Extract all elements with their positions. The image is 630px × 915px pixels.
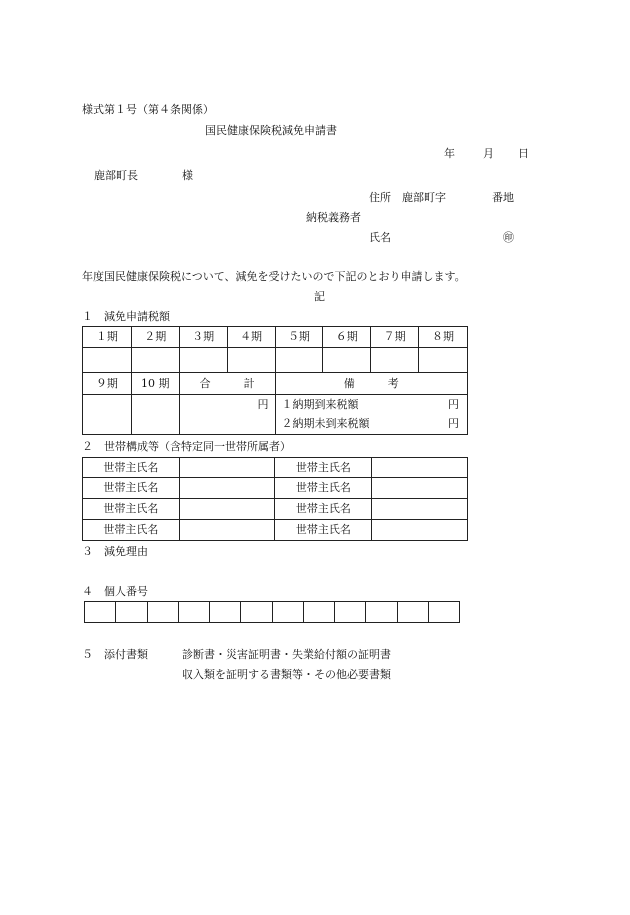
address-label: 住所 鹿部町字 xyxy=(369,191,446,204)
remark-due-label: １納期到来税額 xyxy=(281,397,359,411)
amount-cell[interactable] xyxy=(323,348,371,373)
attachments-line-2: 収入類を証明する書類等・その他必要書類 xyxy=(182,668,391,681)
member-label: 世帯主氏名 xyxy=(275,458,372,478)
document-title: 国民健康保険税減免申請書 xyxy=(205,124,337,137)
member-name-cell[interactable] xyxy=(372,499,468,520)
total-amount-cell[interactable] xyxy=(179,395,275,435)
digit-box[interactable] xyxy=(85,602,116,623)
amount-cell[interactable] xyxy=(179,348,227,373)
amount-cell[interactable] xyxy=(419,348,468,373)
amount-cell[interactable] xyxy=(275,348,323,373)
household-table xyxy=(82,457,468,541)
digit-box[interactable] xyxy=(397,602,428,623)
digit-box[interactable] xyxy=(241,602,272,623)
digit-box[interactable] xyxy=(178,602,209,623)
amount-cell[interactable] xyxy=(83,348,132,373)
member-name-cell[interactable] xyxy=(179,478,275,499)
period-label: ４期 xyxy=(227,327,275,348)
member-name-cell[interactable] xyxy=(372,520,468,541)
date-day-label: 日 xyxy=(518,147,529,160)
digit-box[interactable] xyxy=(428,602,459,623)
seal-mark: ㊞ xyxy=(503,231,514,244)
period-label: ３期 xyxy=(179,327,227,348)
attachments-line-1: 診断書・災害証明書・失業給付額の証明書 xyxy=(182,648,391,661)
household-row xyxy=(83,520,468,541)
addressee: 鹿部町長 xyxy=(94,169,138,182)
digit-box[interactable] xyxy=(366,602,397,623)
yen-unit: 円 xyxy=(448,397,459,411)
member-label: 世帯主氏名 xyxy=(83,458,180,478)
digit-box[interactable] xyxy=(272,602,303,623)
yen-unit: 円 xyxy=(257,398,269,411)
period-label: 10 期 xyxy=(131,373,179,395)
ki-label: 記 xyxy=(314,290,325,303)
periods-amount-row xyxy=(83,348,468,373)
section1-heading: １ 減免申請税額 xyxy=(82,310,170,323)
household-row xyxy=(83,458,468,478)
period-label: ９期 xyxy=(83,373,132,395)
amount-cell[interactable] xyxy=(131,348,179,373)
digit-box[interactable] xyxy=(210,602,241,623)
section2-heading: ２ 世帯構成等（含特定同一世帯所属者） xyxy=(82,440,291,453)
remark-not-due-cell[interactable] xyxy=(275,415,467,435)
section4-heading: ４ 個人番号 xyxy=(82,585,148,598)
total-label: 合 計 xyxy=(179,373,275,395)
amount-cell[interactable] xyxy=(227,348,275,373)
date-year-label: 年 xyxy=(444,147,455,160)
member-label: 世帯主氏名 xyxy=(275,499,372,520)
name-label: 氏名 xyxy=(369,231,391,244)
member-name-cell[interactable] xyxy=(372,458,468,478)
personal-number-boxes xyxy=(84,601,460,623)
amount-cell[interactable] xyxy=(83,395,132,435)
form-number: 様式第１号（第４条関係） xyxy=(82,103,214,116)
amount-cell[interactable] xyxy=(371,348,419,373)
household-row xyxy=(83,499,468,520)
member-label: 世帯主氏名 xyxy=(275,520,372,541)
member-name-cell[interactable] xyxy=(179,499,275,520)
period-label: ７期 xyxy=(371,327,419,348)
member-name-cell[interactable] xyxy=(372,478,468,499)
digit-box[interactable] xyxy=(147,602,178,623)
digit-box[interactable] xyxy=(335,602,366,623)
date-month-label: 月 xyxy=(483,147,494,160)
digit-box[interactable] xyxy=(303,602,334,623)
period-label: ５期 xyxy=(275,327,323,348)
section3-heading: ３ 減免理由 xyxy=(82,545,148,558)
household-row xyxy=(83,478,468,499)
address-suffix: 番地 xyxy=(492,191,514,204)
taxpayer-label: 納税義務者 xyxy=(306,211,361,224)
member-name-cell[interactable] xyxy=(179,458,275,478)
tax-amount-table xyxy=(82,326,468,435)
period-label: ２期 xyxy=(131,327,179,348)
periods-header-row-2 xyxy=(83,373,468,395)
member-name-cell[interactable] xyxy=(179,520,275,541)
request-text: 年度国民健康保険税について、減免を受けたいので下記のとおり申請します。 xyxy=(82,270,466,283)
member-label: 世帯主氏名 xyxy=(83,478,180,499)
remark-due-cell[interactable] xyxy=(275,395,467,415)
remarks-row-1 xyxy=(83,395,468,415)
period-label: ８期 xyxy=(419,327,468,348)
period-label: １期 xyxy=(83,327,132,348)
member-label: 世帯主氏名 xyxy=(83,499,180,520)
period-label: ６期 xyxy=(323,327,371,348)
yen-unit: 円 xyxy=(448,417,459,431)
section5-heading: ５ 添付書類 xyxy=(82,648,148,661)
remarks-label: 備 考 xyxy=(275,373,467,395)
member-label: 世帯主氏名 xyxy=(83,520,180,541)
member-label: 世帯主氏名 xyxy=(275,478,372,499)
remark-not-due-label: ２納期未到来税額 xyxy=(281,417,370,431)
honorific: 様 xyxy=(182,169,193,182)
amount-cell[interactable] xyxy=(131,395,179,435)
digit-box[interactable] xyxy=(116,602,147,623)
periods-header-row xyxy=(83,327,468,348)
